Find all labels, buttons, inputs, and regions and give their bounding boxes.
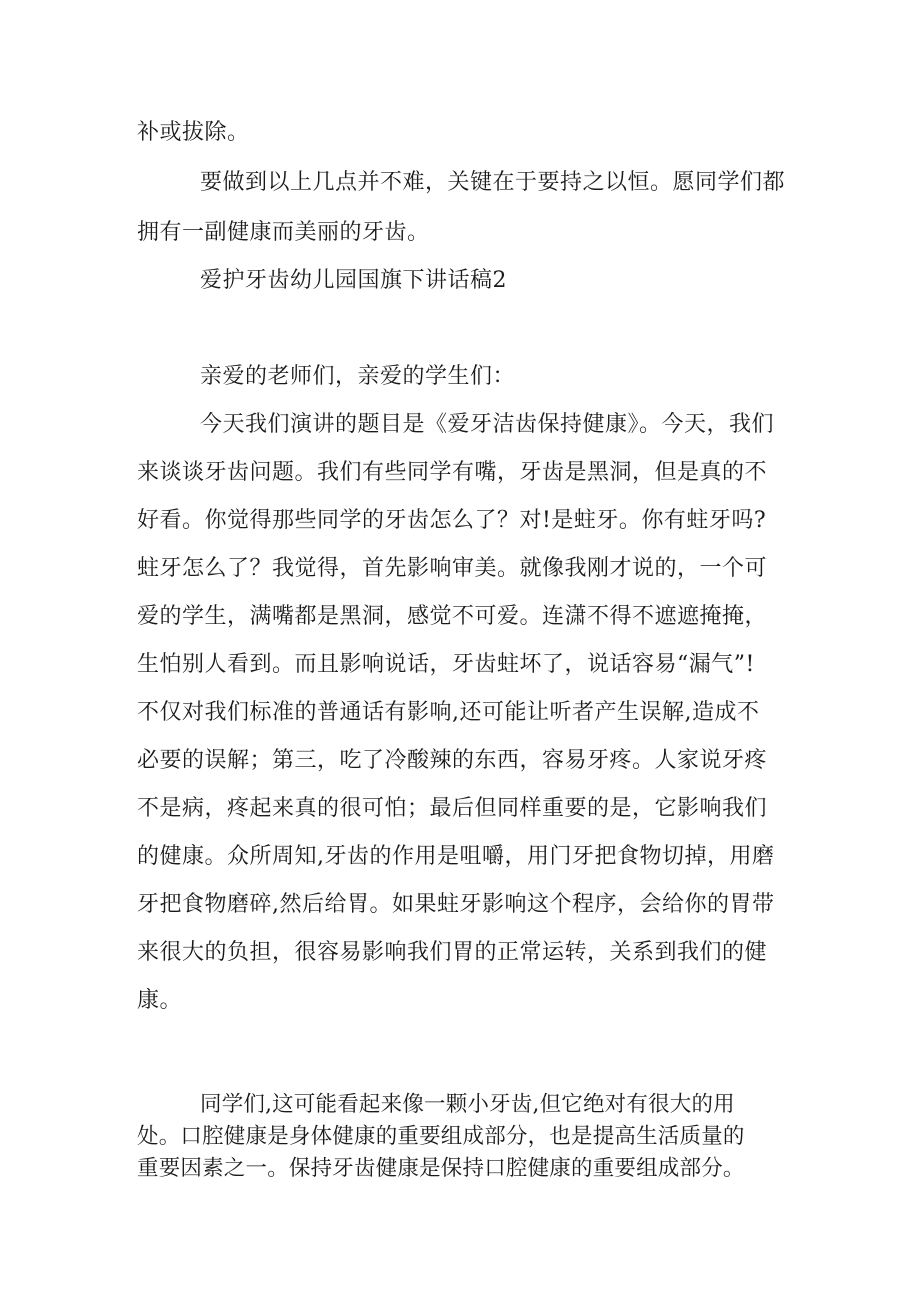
section-heading: 爱护牙齿幼儿园国旗下讲话稿2 — [200, 268, 507, 293]
paragraph-line: 同学们,这可能看起来像一颗小牙齿,但它绝对有很大的用 — [200, 1092, 735, 1117]
paragraph-line: 来谈谈牙齿问题。我们有些同学有嘴，牙齿是黑洞，但是真的不 — [137, 460, 768, 485]
paragraph-line: 生怕别人看到。而且影响说话，牙齿蛀坏了，说话容易“漏气”! — [137, 652, 755, 677]
paragraph-line: 拥有一副健康而美丽的牙齿。 — [137, 220, 430, 245]
paragraph-line: 牙把食物磨碎,然后给胃。如果蛀牙影响这个程序，会给你的胃带 — [137, 892, 775, 917]
paragraph-line: 来很大的负担，很容易影响我们胃的正常运转，关系到我们的健 — [137, 940, 768, 965]
paragraph-line: 蛀牙怎么了？我觉得，首先影响审美。就像我刚才说的，一个可 — [137, 556, 768, 581]
paragraph-line: 不是病，疼起来真的很可怕；最后但同样重要的是，它影响我们 — [137, 796, 768, 821]
paragraph-line: 不仅对我们标准的普通话有影响,还可能让听者产生误解,造成不 — [137, 700, 760, 725]
paragraph-line: 好看。你觉得那些同学的牙齿怎么了？对!是蛀牙。你有蛀牙吗? — [137, 508, 767, 533]
paragraph-line: 的健康。众所周知,牙齿的作用是咀嚼，用门牙把食物切掉，用磨 — [137, 844, 775, 869]
paragraph-line: 处。口腔健康是身体健康的重要组成部分，也是提高生活质量的 — [137, 1124, 745, 1149]
paragraph-line: 康。 — [137, 988, 183, 1013]
paragraph-line: 要做到以上几点并不难，关键在于要持之以恒。愿同学们都 — [200, 170, 786, 195]
paragraph-line: 必要的误解；第三，吃了冷酸辣的东西，容易牙疼。人家说牙疼 — [137, 748, 768, 773]
paragraph-line: 今天我们演讲的题目是《爱牙洁齿保持健康》。今天，我们 — [200, 412, 775, 437]
salutation: 亲爱的老师们，亲爱的学生们： — [200, 364, 516, 389]
paragraph-line: 爱的学生，满嘴都是黑洞，感觉不可爱。连潇不得不遮遮掩掩， — [137, 604, 768, 629]
paragraph-line: 重要因素之一。保持牙齿健康是保持口腔健康的重要组成部分。 — [137, 1156, 745, 1181]
paragraph-line: 补或拔除。 — [137, 120, 250, 145]
